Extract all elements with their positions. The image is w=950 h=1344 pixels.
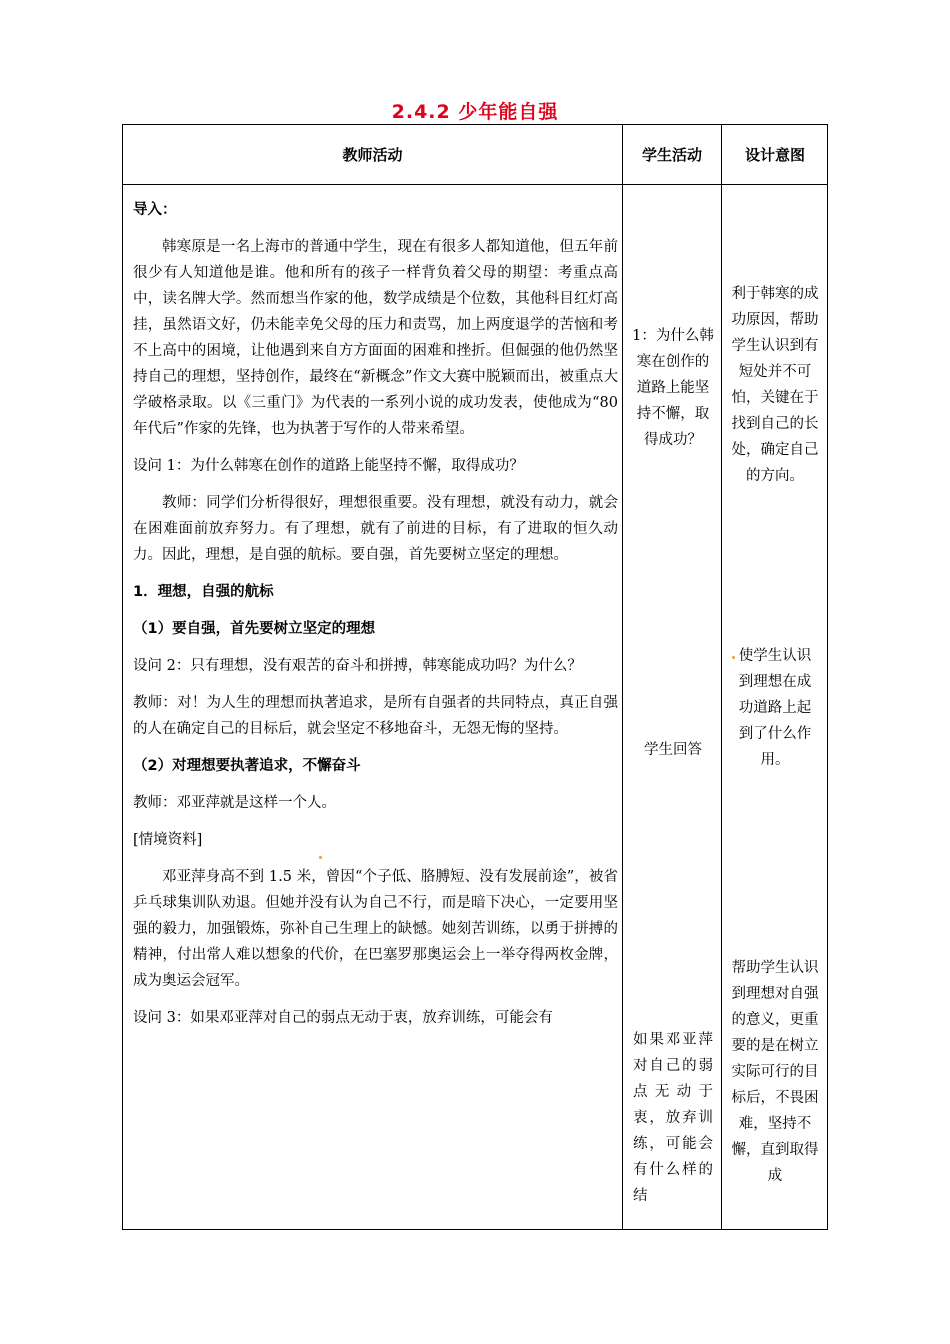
column-divider [622,125,623,1229]
mark-dot [732,656,735,659]
situation-label: [情境资料] [133,832,203,848]
intro-story: 韩寒原是一名上海市的普通中学生，现在有很多人都知道他，但五年前很少有人知道他是谁。他和所有的孩子一样背负着父母的期望：考重点高中，读名牌大学。然而想当作家的他，数学成绩是个位数，其他科目红灯高挂，虽然语文好，仍未能幸免父母的压力和责骂，加上两度退学的苦恼和考不上高中的困境，让他遇到来自方方面面的困难和挫折。但倔强的他仍然坚持自己的理想，坚持创作，最终在“新概念”作文大赛中脱颖而出，被重点大学破格录取。以《三重门》为代表的一系列小说的成功发表，使他成为“80年代后”作家的先锋，也为执著于写作的人带来希望。 [133,239,618,437]
header-divider [123,184,827,185]
design-intent-2: 使学生认识到理想在成功道路上起到了什么作用。 [738,648,812,768]
teacher-activity-column [133,197,618,1042]
question-3: 设问 3：如果邓亚萍对自己的弱点无动于衷，放弃训练，可能会有 [133,1010,553,1026]
intro-label: 导入： [133,202,177,218]
header-design-intent: 设计意图 [744,146,805,164]
section-heading-1: 1．理想，自强的航标 [133,584,274,600]
question-1: 设问 1：为什么韩寒在创作的道路上能坚持不懈，取得成功？ [133,458,524,474]
teacher-comment-2: 教师：对！为人生的理想而执著追求，是所有自强者的共同特点，真正自强的人在确定自己的目标后，就会坚定不移地奋斗，无怨无悔的坚持。 [133,695,618,737]
lesson-table [122,124,828,1230]
subsection-heading-1b: （2）对理想要执著追求，不懈奋斗 [133,758,361,774]
document-title: 2.4.2 少年能自强 [391,101,559,123]
teacher-comment-1: 教师：同学们分析得很好，理想很重要。没有理想，就没有动力，就会在困难面前放弃努力。有了理想，就有了前进的目标，有了进取的恒久动力。因此，理想，是自强的航标。要自强，首先要树立坚定的理想。 [133,495,618,563]
mark-dot [319,856,322,859]
design-intent-1: 利于韩寒的成功原因，帮助学生认识到有短处并不可怕，关键在于找到自己的长处，确定自己的方向。 [731,286,819,484]
column-divider [721,125,722,1229]
design-intent-3: 帮助学生认识到理想对自强的意义，更重要的是在树立实际可行的目标后，不畏困难，坚持不懈，直到取得成 [731,960,819,1184]
header-student-activity: 学生活动 [641,146,702,164]
header-teacher-activity: 教师活动 [342,146,403,164]
subsection-heading-1a: （1）要自强，首先要树立坚定的理想 [133,621,376,637]
student-activity-1: 1：为什么韩寒在创作的道路上能坚持不懈，取得成功？ [632,328,714,448]
deng-yaping-story: 邓亚萍身高不到 1.5 米，曾因“个子低、胳膊短、没有发展前途”，被省乒乓球集训队劝退。但她并没有认为自己不行，而是暗下决心，一定要用坚强的毅力，加强锻炼，弥补自己生理上的缺憾。她刻苦训练，以勇于拼搏的精神，付出常人难以想象的代价，在巴塞罗那奥运会上一举夺得两枚金牌，成为奥运会冠军。 [133,869,618,989]
teacher-comment-3: 教师：邓亚萍就是这样一个人。 [133,795,336,811]
student-activity-2: 学生回答 [644,742,702,758]
student-activity-3: 如果邓亚萍对自己的弱点无动于衷，放弃训练，可能会有什么样的结 [633,1032,713,1204]
question-2: 设问 2：只有理想，没有艰苦的奋斗和拼搏，韩寒能成功吗？为什么？ [133,658,582,674]
